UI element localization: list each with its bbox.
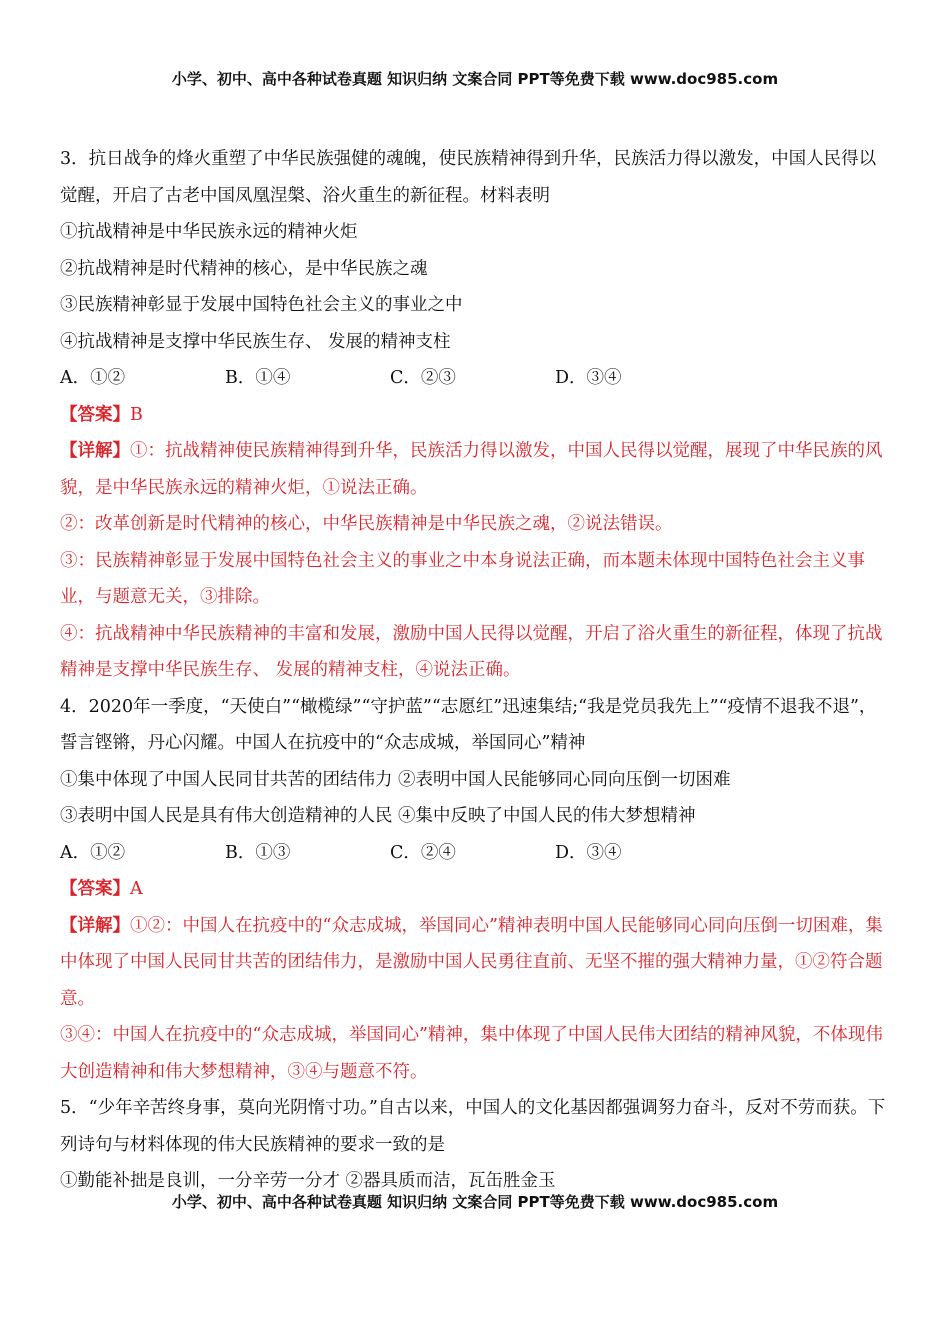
- question-3-answer: [60, 397, 890, 434]
- detail-label: 【详解】: [60, 915, 130, 936]
- option-c: C．②④: [390, 842, 456, 863]
- document-content: [60, 141, 890, 1200]
- question-5-item-1: ①勤能补拙是良训，一分辛劳一分才 ②器具质而洁，瓦缶胜金玉: [60, 1171, 556, 1191]
- option-d: D．③④: [555, 368, 622, 388]
- question-3-item-4: ④抗战精神是支撑中华民族生存、 发展的精神支柱: [60, 331, 451, 352]
- option-b: B．①③: [225, 842, 291, 863]
- question-3-stem: 3．抗日战争的烽火重塑了中华民族强健的魂魄，使民族精神得到升华，民族活力得以激发，中国人民得以觉醒，开启了古老中国凤凰涅槃、浴火重生的新征程。材料表明: [60, 149, 877, 206]
- option-b: B．①④: [225, 368, 291, 388]
- question-5-stem: 5．“少年辛苦终身事，莫向光阴惰寸功。”自古以来，中国人的文化基因都强调努力奋斗，反对不劳而获。下列诗句与材料体现的伟大民族精神的要求一致的是: [60, 1098, 886, 1155]
- detail-text: ①②：中国人在抗疫中的“众志成城，举国同心”精神表明中国人民能够同心同向压倒一切困难，集中体现了中国人民同甘共苦的团结伟力，是激励中国人民勇往直前、无坚不摧的强大精神力量，①②符合题意。: [60, 915, 883, 1009]
- answer-label: 【答案】: [60, 404, 130, 425]
- page-header: 小学、初中、高中各种试卷真题 知识归纳 文案合同 PPT等免费下载 www.doc985.com: [171, 70, 779, 88]
- question-3-item-1: ①抗战精神是中华民族永远的精神火炬: [60, 222, 358, 242]
- question-3-item-3: ③民族精神彰显于发展中国特色社会主义的事业之中: [60, 295, 463, 315]
- option-a: A．①②: [60, 842, 126, 863]
- question-4-options: [60, 835, 890, 872]
- question-4-detail-1: [60, 908, 890, 1018]
- page-footer: 小学、初中、高中各种试卷真题 知识归纳 文案合同 PPT等免费下载 www.doc985.com: [171, 1193, 779, 1211]
- option-c: C．②③: [390, 368, 456, 388]
- question-3-detail-1: [60, 433, 890, 506]
- question-3-options: [60, 360, 890, 397]
- question-4-item-2: ③表明中国人民是具有伟大创造精神的人民 ④集中反映了中国人民的伟大梦想精神: [60, 806, 696, 826]
- question-4-stem: 4．2020年一季度，“天使白”“橄榄绿”“守护蓝”“志愿红”迅速集结;“我是党员我先上”“疫情不退我不退”，誓言铿锵，丹心闪耀。中国人在抗疫中的“众志成城，举国同心”精神: [60, 696, 877, 753]
- question-3-detail-3: ③：民族精神彰显于发展中国特色社会主义的事业之中本身说法正确，而本题未体现中国特色社会主义事业，与题意无关，③排除。: [60, 550, 865, 607]
- question-4-answer: [60, 871, 890, 908]
- answer-value: B: [130, 404, 143, 425]
- option-a: A．①②: [60, 368, 126, 388]
- detail-label: 【详解】: [60, 441, 130, 461]
- question-4-detail-2: ③④：中国人在抗疫中的“众志成城，举国同心”精神，集中体现了中国人民伟大团结的精神风貌，不体现伟大创造精神和伟大梦想精神，③④与题意不符。: [60, 1025, 883, 1082]
- detail-text: ①：抗战精神使民族精神得到升华，民族活力得以激发，中国人民得以觉醒，展现了中华民族的风貌，是中华民族永远的精神火炬，①说法正确。: [60, 441, 883, 498]
- question-4-item-1: ①集中体现了中国人民同甘共苦的团结伟力 ②表明中国人民能够同心同向压倒一切困难: [60, 769, 731, 790]
- question-3-detail-4: ④：抗战精神中华民族精神的丰富和发展，激励中国人民得以觉醒，开启了浴火重生的新征程，体现了抗战精神是支撑中华民族生存、 发展的精神支柱，④说法正确。: [60, 623, 883, 680]
- answer-label: 【答案】: [60, 879, 130, 899]
- question-3-item-2: ②抗战精神是时代精神的核心，是中华民族之魂: [60, 258, 428, 279]
- option-d: D．③④: [555, 842, 622, 863]
- answer-value: A: [130, 879, 143, 899]
- question-3-detail-2: ②：改革创新是时代精神的核心，中华民族精神是中华民族之魂，②说法错误。: [60, 514, 673, 534]
